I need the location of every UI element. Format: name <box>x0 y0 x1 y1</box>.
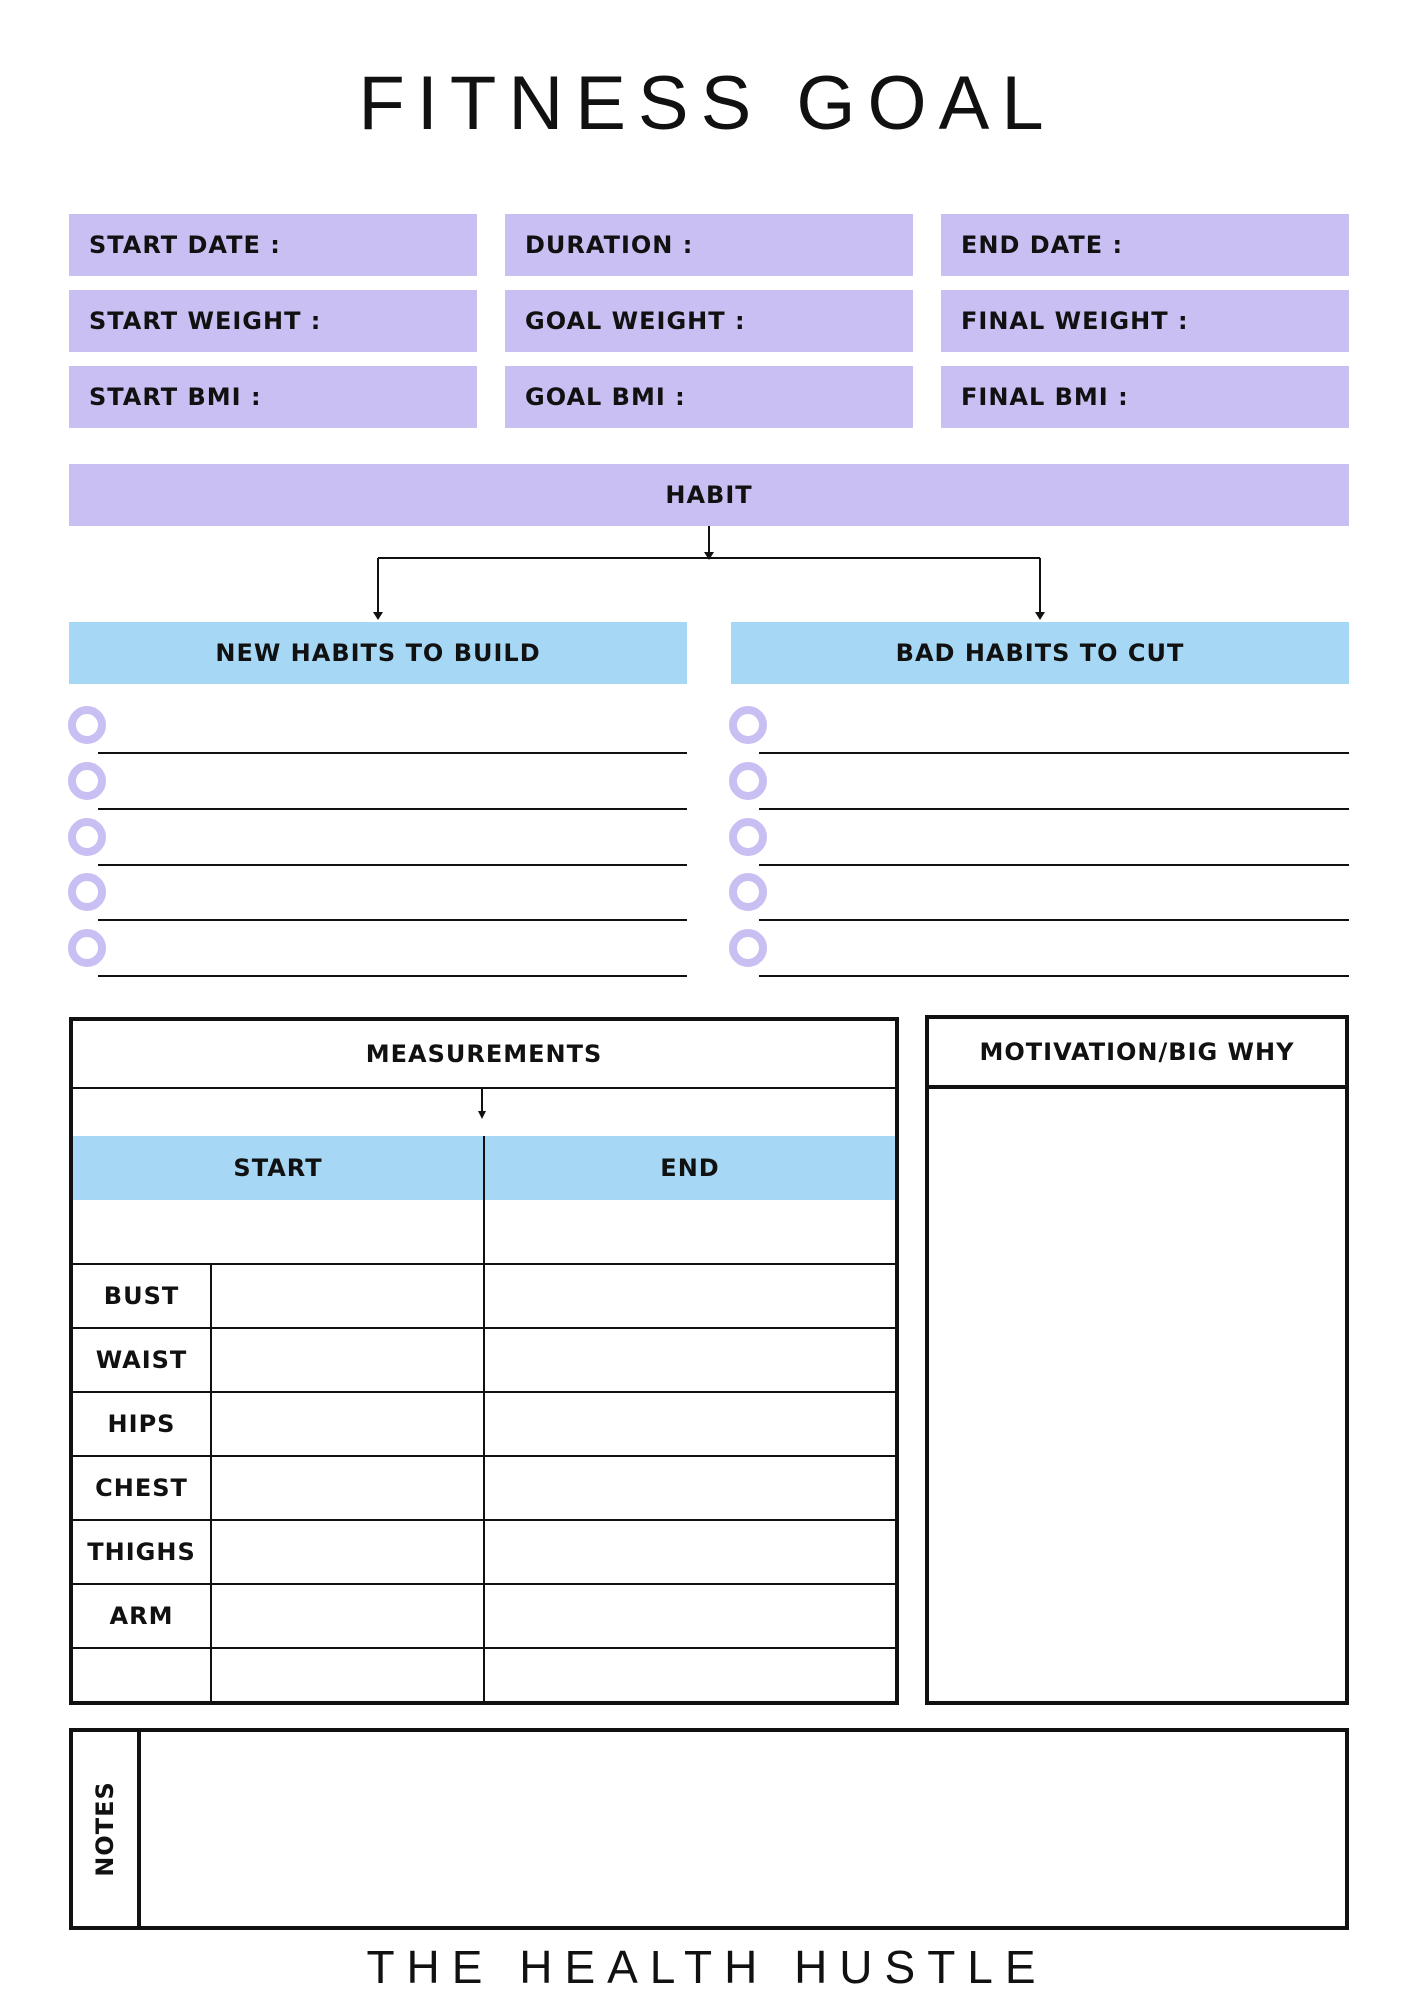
row-divider <box>73 1647 895 1649</box>
start-date-field[interactable]: START DATE : <box>69 214 477 276</box>
goal-bmi-field[interactable]: GOAL BMI : <box>505 366 913 428</box>
new-habit-line[interactable] <box>98 808 687 810</box>
bad-habit-checkbox[interactable] <box>729 762 767 800</box>
divider <box>929 1085 1345 1089</box>
row-label-waist: WAIST <box>95 1345 188 1374</box>
motivation-header: MOTIVATION/BIG WHY <box>979 1038 1295 1066</box>
start-bmi-field[interactable]: START BMI : <box>69 366 477 428</box>
new-habit-checkbox[interactable] <box>68 818 106 856</box>
row-label-hips: HIPS <box>107 1409 176 1438</box>
bad-habit-line[interactable] <box>759 975 1349 977</box>
row-label-arm: ARM <box>109 1601 174 1630</box>
notes-label-wrap <box>73 1732 137 1926</box>
notes-box[interactable] <box>69 1728 1349 1930</box>
bad-habit-line[interactable] <box>759 919 1349 921</box>
new-habit-line[interactable] <box>98 864 687 866</box>
footer-brand: THE HEALTH HUSTLE <box>366 1941 1048 1993</box>
end-column-header: END <box>485 1136 895 1200</box>
new-habit-checkbox[interactable] <box>68 929 106 967</box>
new-habit-line[interactable] <box>98 752 687 754</box>
bad-habit-line[interactable] <box>759 752 1349 754</box>
end-date-field[interactable]: END DATE : <box>941 214 1349 276</box>
new-habit-line[interactable] <box>98 975 687 977</box>
bad-habit-line[interactable] <box>759 864 1349 866</box>
bad-habit-checkbox[interactable] <box>729 818 767 856</box>
duration-field[interactable]: DURATION : <box>505 214 913 276</box>
habit-header: HABIT <box>69 464 1349 526</box>
start-weight-field[interactable]: START WEIGHT : <box>69 290 477 352</box>
new-habits-header: NEW HABITS TO BUILD <box>69 622 687 684</box>
habit-connector-arrows <box>0 526 1414 626</box>
row-label-thighs: THIGHS <box>87 1537 196 1566</box>
new-habit-line[interactable] <box>98 919 687 921</box>
bad-habit-line[interactable] <box>759 808 1349 810</box>
final-weight-field[interactable]: FINAL WEIGHT : <box>941 290 1349 352</box>
divider <box>137 1732 141 1926</box>
column-divider <box>483 1136 485 1701</box>
start-column-header: START <box>73 1136 483 1200</box>
bad-habit-checkbox[interactable] <box>729 706 767 744</box>
row-label-bust: BUST <box>103 1281 180 1310</box>
bad-habits-header: BAD HABITS TO CUT <box>731 622 1349 684</box>
final-bmi-field[interactable]: FINAL BMI : <box>941 366 1349 428</box>
motivation-box[interactable] <box>925 1015 1349 1705</box>
row-label-chest: CHEST <box>95 1473 188 1502</box>
measurements-header: MEASUREMENTS <box>365 1040 603 1068</box>
bad-habit-checkbox[interactable] <box>729 929 767 967</box>
notes-label: NOTES <box>91 1781 120 1877</box>
bad-habit-checkbox[interactable] <box>729 873 767 911</box>
new-habit-checkbox[interactable] <box>68 706 106 744</box>
page-title: FITNESS GOAL <box>358 61 1056 146</box>
goal-weight-field[interactable]: GOAL WEIGHT : <box>505 290 913 352</box>
new-habit-checkbox[interactable] <box>68 873 106 911</box>
label-column-divider <box>210 1264 212 1701</box>
new-habit-checkbox[interactable] <box>68 762 106 800</box>
measurements-arrow <box>470 1089 494 1121</box>
